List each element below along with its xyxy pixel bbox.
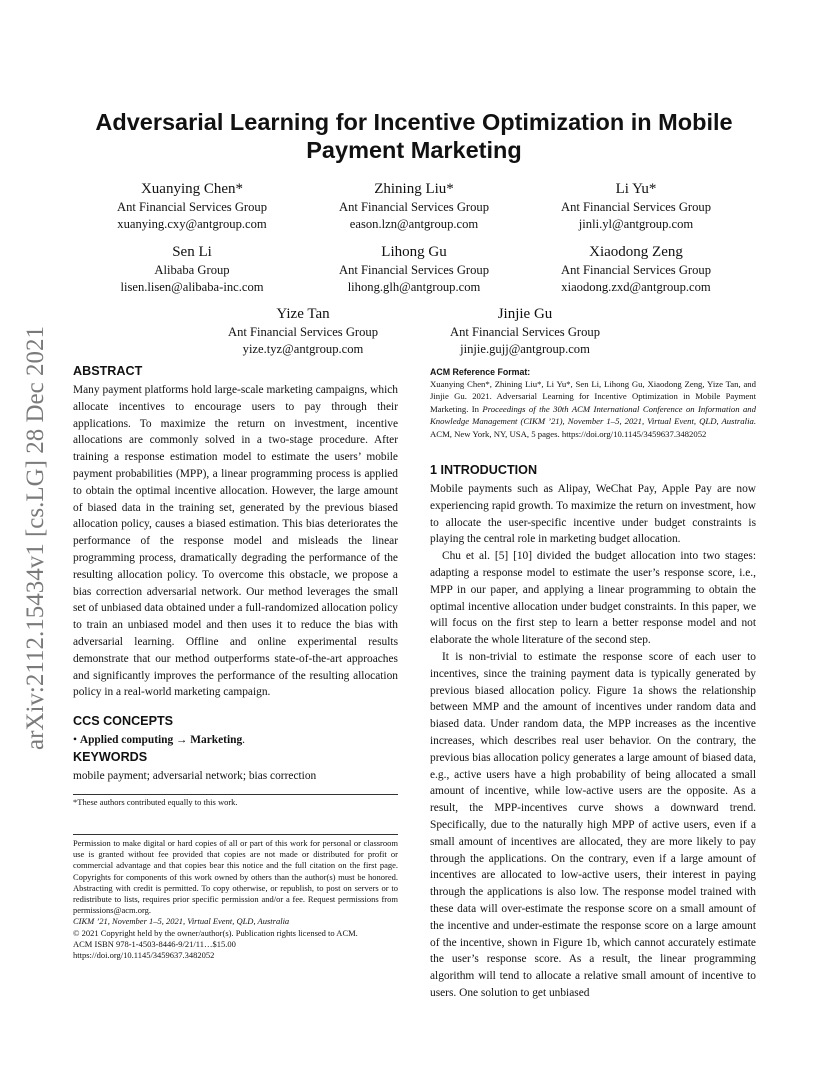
author-email: jinli.yl@antgroup.com xyxy=(578,216,694,231)
author-affiliation: Ant Financial Services Group xyxy=(338,263,490,277)
author-block xyxy=(299,180,529,232)
author-name: Lihong Gu xyxy=(381,244,447,260)
intro-paragraph-1: Mobile payments such as Alipay, WeChat Pay, Apple Pay are now experiencing rapid growth. To maximize the return on investment, how to allocate the user-specific incentive under budget constraints is playing the central role in marketing budget allocation. xyxy=(430,483,756,546)
intro-paragraph-3: It is non-trivial to estimate the response score of each user to incentives, since the training payment data is typically generated by previous biased allocation policy. Figure 1a shows the relationship between MMP and the amount of incentives under random data and biased data. Under random data, the MPP increases as the incentive increases, which describes real user behavior. On the contrary, the previous bias allocation policy generates a large amount of biased data, e.g., active users have a high probability of being allocated a small amount of incentive, while low-active users are the opposite. As a result, the MPP-incentives curve shows a downward trend. Specifically, due to the naturally high MPP of active users, even if a small amount of incentives are allocated, they are more likely to pay through the applications. On the contrary, even if a large amount of incentives are allocated to low-active users, their interest in paying through the applications is also low. The response model trained with these data will over-estimate the response score on a small amount of the incentive and under-estimate the response score on a large amount of the incentive, shown in Figure 1b, which cannot accurately estimate the user’s response score. As a result, the linear programming algorithm will tend to allocate a relative small amount of incentive to users. One solution to get unbiased xyxy=(430,651,756,999)
author-affiliation: Ant Financial Services Group xyxy=(116,200,268,214)
ccs-period: . xyxy=(242,734,246,747)
permission-text: Permission to make digital or hard copies of all or part of this work for personal or classroom use is granted without fee provided that copies are not made or distributed for profit or commercial advantage and that copies bear this notice and the full citation on the first page. Copyrights for components of this work owned by others than the author(s) must be honored. Abstracting with credit is permitted. To copy otherwise, or republish, to post on servers or to redistribute to lists, requires prior specific permission and/or a fee. Request permissions from permissions@acm.org. xyxy=(73,838,398,916)
author-block xyxy=(410,305,640,357)
right-column xyxy=(430,366,756,1002)
permission-block xyxy=(73,838,398,961)
acm-ref-part2: ACM, New York, NY, USA, 5 pages. https://doi.org/10.1145/3459637.3482052 xyxy=(430,428,707,439)
author-affiliation: Ant Financial Services Group xyxy=(449,325,601,339)
author-affiliation: Ant Financial Services Group xyxy=(338,200,490,214)
author-block xyxy=(77,243,307,295)
author-email: lihong.glh@antgroup.com xyxy=(347,279,481,294)
author-name: Zhining Liu* xyxy=(374,181,454,197)
author-name: Xuanying Chen* xyxy=(140,181,244,197)
author-name: Jinjie Gu xyxy=(497,306,553,322)
ccs-item xyxy=(73,732,398,749)
keywords-heading: KEYWORDS xyxy=(73,749,148,764)
intro-paragraph-2: Chu et al. [5] [10] divided the budget allocation into two stages: adapting a response model to estimate the user’s response score, i.e., MPP in our paper, and applying a linear programming to obtain the optimal incentive allocation under budget constraints. In this paper, we will focus on the first step to learn a better response model and not elaborate the whole literature of the second step. xyxy=(430,550,756,647)
abstract-text: Many payment platforms hold large-scale marketing campaigns, which allocate incentives to encourage users to pay through their applications. To maximize the return on investment, incentive allocations are commonly solved in a two-stage procedure. After training a response estimation model to estimate the users’ mobile payment probabilities (MPP), a linear programming process is applied to obtain the optimal incentive allocation. However, the large amount of biased data in the training set, generated by the previous biased allocation policy, causes a biased estimation. This bias deteriorates the performance of the response model and misleads the linear programming process, dramatically degrading the performance of the resulting allocation policy. To overcome this obstacle, we propose a bias correction adversarial network. Our method leverages the small set of unbiased data obtained under a full-randomized allocation policy to train an unbiased model and then uses it to reduce the bias with adversarial learning. Offline and online experimental results demonstrate that our method outperforms state-of-the-art approaches and significantly improves the performance of the resulting allocation policy in a real-world marketing campaign. xyxy=(73,384,398,699)
abstract-heading: ABSTRACT xyxy=(73,364,143,378)
left-column xyxy=(73,363,398,785)
author-block xyxy=(77,180,307,232)
author-name: Li Yu* xyxy=(615,181,657,197)
acm-ref-venue: Proceedings of the 30th ACM International Conference on Information and Knowledge Management (CIKM ’21), November 1–5, 2021, Virtual Event, QLD, Australia. xyxy=(430,403,756,427)
author-email: yize.tyz@antgroup.com xyxy=(242,341,364,356)
keywords-text: mobile payment; adversarial network; bias correction xyxy=(73,769,317,782)
ccs-bullet: • xyxy=(73,734,80,747)
author-affiliation: Ant Financial Services Group xyxy=(227,325,379,339)
author-name: Sen Li xyxy=(172,244,212,260)
author-block xyxy=(521,180,751,232)
author-block xyxy=(188,305,418,357)
acm-ref-heading: ACM Reference Format: xyxy=(430,367,531,377)
author-name: Xiaodong Zeng xyxy=(589,244,683,260)
author-affiliation: Ant Financial Services Group xyxy=(560,200,712,214)
isbn-line: ACM ISBN 978-1-4503-8446-9/21/11…$15.00 xyxy=(73,938,236,949)
author-email: lisen.lisen@alibaba-inc.com xyxy=(120,279,264,294)
intro-heading: 1 INTRODUCTION xyxy=(430,463,538,478)
copyright-line: © 2021 Copyright held by the owner/author(s). Publication rights licensed to ACM. xyxy=(73,927,358,938)
conference-line: CIKM ’21, November 1–5, 2021, Virtual Event, QLD, Australia xyxy=(73,916,290,927)
permission-rule xyxy=(73,834,398,835)
author-affiliation: Alibaba Group xyxy=(154,263,230,277)
ccs-concept: Applied computing → Marketing xyxy=(79,734,243,747)
ccs-heading: CCS CONCEPTS xyxy=(73,714,174,729)
author-email: jinjie.gujj@antgroup.com xyxy=(460,341,590,356)
footnote-rule xyxy=(73,794,398,795)
author-block xyxy=(299,243,529,295)
author-block xyxy=(521,243,751,295)
acm-ref-text xyxy=(430,378,756,440)
author-affiliation: Ant Financial Services Group xyxy=(560,263,712,277)
footnote: *These authors contributed equally to this work. xyxy=(73,797,238,807)
author-email: xuanying.cxy@antgroup.com xyxy=(117,216,267,231)
acm-ref-part1: Xuanying Chen*, Zhining Liu*, Li Yu*, Sen Li, Lihong Gu, Xiaodong Zeng, Yize Tan, and Jinjie Gu. 2021. Adversarial Learning for Incentive Optimization in Mobile Payment Marketing. In xyxy=(430,379,756,414)
author-email: eason.lzn@antgroup.com xyxy=(349,216,479,231)
paper-title: Adversarial Learning for Incentive Optimization in Mobile Payment Marketing xyxy=(95,109,733,163)
author-name: Yize Tan xyxy=(276,306,330,322)
arxiv-identifier: arXiv:2112.15434v1 [cs.LG] 28 Dec 2021 xyxy=(22,326,49,750)
doi-line: https://doi.org/10.1145/3459637.3482052 xyxy=(73,950,215,961)
author-email: xiaodong.zxd@antgroup.com xyxy=(561,279,711,294)
